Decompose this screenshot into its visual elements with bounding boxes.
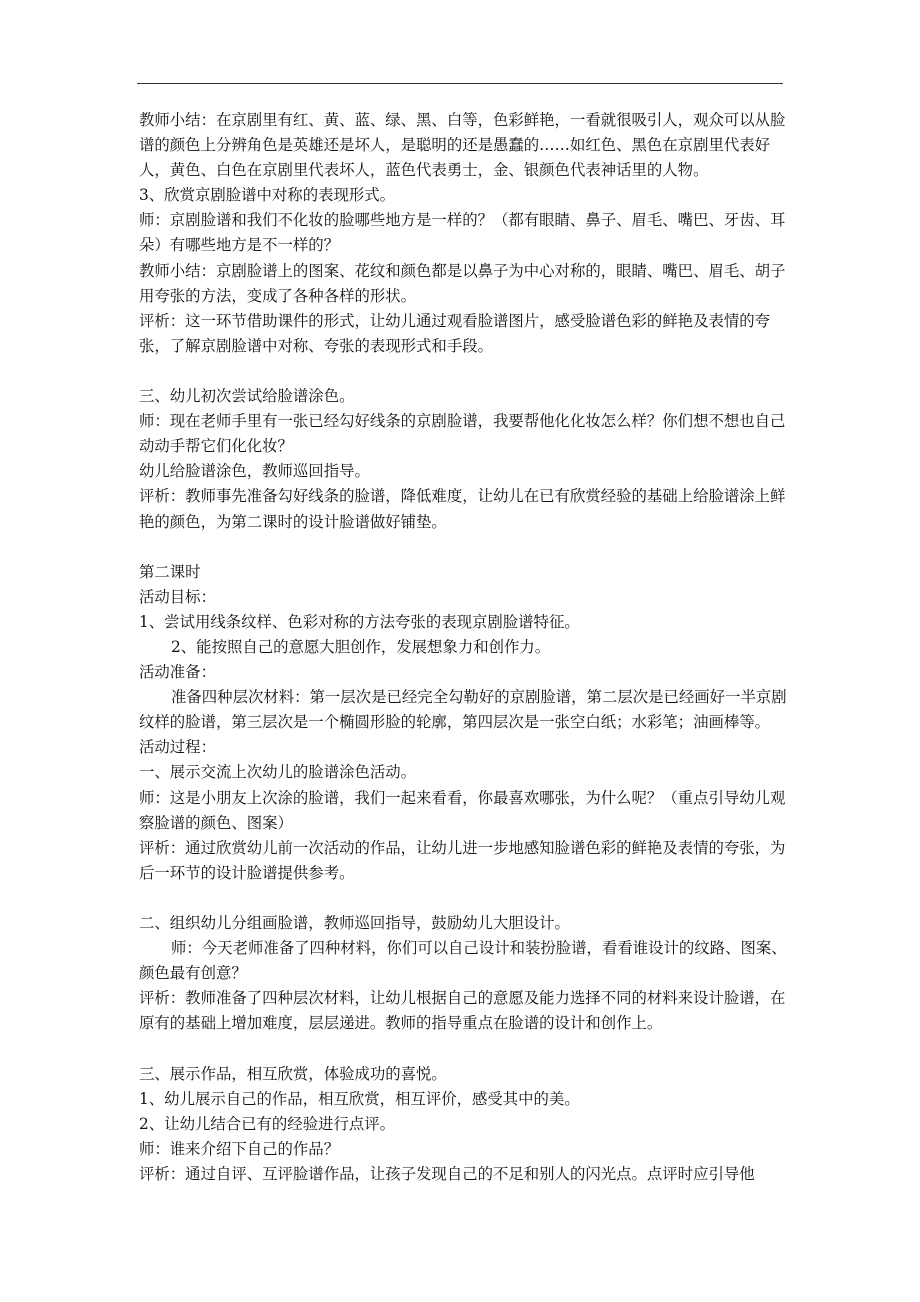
paragraph-analysis-2: 评析：教师事先准备勾好线条的脸谱，降低难度，让幼儿在已有欣赏经验的基础上给脸谱涂上鲜艳的颜色，为第二课时的设计脸谱做好铺垫。	[139, 487, 786, 531]
heading-process-3: 三、展示作品，相互欣赏，体验成功的喜悦。	[139, 1064, 447, 1083]
paragraph-teacher-question: 师：京剧脸谱和我们不化妆的脸哪些地方是一样的？（都有眼睛、鼻子、眉毛、嘴巴、牙齿、耳朵）有哪些地方是不一样的？	[139, 211, 786, 255]
blank-line	[139, 886, 789, 911]
heading-activity-goals: 活动目标：	[139, 587, 216, 606]
process-3-item-1: 1、幼儿展示自己的作品，相互欣赏，相互评价，感受其中的美。	[139, 1089, 580, 1108]
paragraph-teacher-review: 师：这是小朋友上次涂的脸谱，我们一起来看看，你最喜欢哪张，为什么呢？（重点引导幼儿观察脸谱的颜色、图案）	[139, 788, 786, 832]
blank-line	[139, 535, 789, 560]
paragraph-analysis-1: 评析：这一环节借助课件的形式，让幼儿通过观看脸谱图片，感受脸谱色彩的鲜艳及表情的夸张，了解京剧脸谱中对称、夸张的表现形式和手段。	[139, 311, 771, 355]
blank-line	[139, 1036, 789, 1061]
heading-process-1: 一、展示交流上次幼儿的脸谱涂色活动。	[139, 763, 417, 782]
heading-activity-process: 活动过程：	[139, 738, 216, 757]
paragraph-analysis-3: 评析：通过欣赏幼儿前一次活动的作品，让幼儿进一步地感知脸谱色彩的鲜艳及表情的夸张，为后一环节的设计脸谱提供参考。	[139, 838, 786, 882]
paragraph-step-3: 3、欣赏京剧脸谱中对称的表现形式。	[139, 186, 396, 205]
paragraph-materials: 准备四种层次材料：第一层次是已经完全勾勒好的京剧脸谱，第二层次是已经画好一半京剧纹样的脸谱，第三层次是一个椭圆形脸的轮廓，第四层次是一张空白纸；水彩笔；油画棒等。	[139, 688, 787, 732]
heading-section-3: 三、幼儿初次尝试给脸谱涂色。	[139, 387, 355, 406]
document-body	[139, 108, 789, 1187]
paragraph-teacher-summary-symmetry: 教师小结：京剧脸谱上的图案、花纹和颜色都是以鼻子为中心对称的，眼睛、嘴巴、眉毛、胡子用夸张的方法，变成了各种各样的形状。	[139, 261, 786, 305]
process-3-item-2: 2、让幼儿结合已有的经验进行点评。	[139, 1114, 396, 1133]
paragraph-teacher-introduce: 师：谁来介绍下自己的作品？	[139, 1139, 340, 1158]
blank-line	[139, 359, 789, 384]
header-rule	[137, 83, 783, 84]
heading-activity-preparation: 活动准备：	[139, 663, 216, 682]
paragraph-teacher-coloring: 师：现在老师手里有一张已经勾好线条的京剧脸谱，我要帮他化化妆怎么样？你们想不想也自己动动手帮它们化化妆？	[139, 412, 786, 456]
paragraph-analysis-5: 评析：通过自评、互评脸谱作品，让孩子发现自己的不足和别人的闪光点。点评时应引导他	[139, 1164, 755, 1183]
paragraph-analysis-4: 评析：教师准备了四种层次材料，让幼儿根据自己的意愿及能力选择不同的材料来设计脸谱，在原有的基础上增加难度，层层递进。教师的指导重点在脸谱的设计和创作上。	[139, 989, 786, 1033]
heading-second-lesson: 第二课时	[139, 562, 201, 581]
paragraph-teacher-materials: 师：今天老师准备了四种材料，你们可以自己设计和装扮脸谱，看看谁设计的纹路、图案、颜色最有创意？	[139, 939, 787, 983]
goal-item-2: 2、能按照自己的意愿大胆创作，发展想象力和创作力。	[171, 637, 551, 656]
paragraph-teacher-summary-colors: 教师小结：在京剧里有红、黄、蓝、绿、黑、白等，色彩鲜艳，一看就很吸引人，观众可以从脸谱的颜色上分辨角色是英雄还是坏人，是聪明的还是愚蠢的……如红色、黑色在京剧里代表好人，黄色、白色在京剧里代表坏人，蓝色代表勇士，金、银颜色代表神话里的人物。	[139, 111, 786, 180]
goal-item-1: 1、尝试用线条纹样、色彩对称的方法夸张的表现京剧脸谱特征。	[139, 612, 580, 631]
paragraph-children-coloring: 幼儿给脸谱涂色，教师巡回指导。	[139, 462, 370, 481]
heading-process-2: 二、组织幼儿分组画脸谱，教师巡回指导，鼓励幼儿大胆设计。	[139, 914, 570, 932]
